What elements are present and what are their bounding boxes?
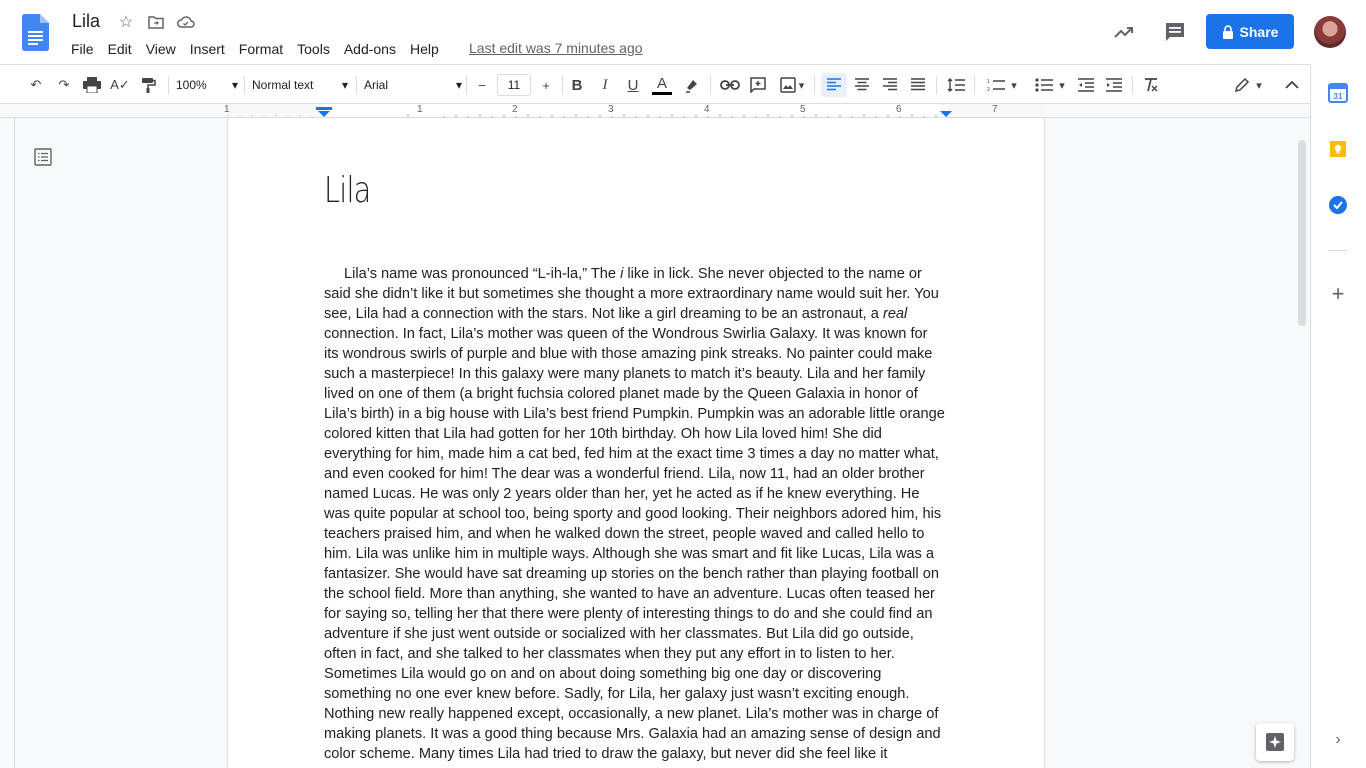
menu-format[interactable]: Format — [238, 41, 284, 57]
body-text-segment: like in lick. She never objected to the name or said she didn’t like it but sometimes she thought a more extraordinary name would suit her. You see, Lila had a connection with the stars. Not like a girl dreaming to be an astronaut, a — [324, 266, 939, 322]
chevron-down-icon: ▾ — [798, 79, 805, 92]
numbered-list-icon[interactable] — [982, 73, 1022, 97]
italic-icon[interactable]: I — [602, 76, 608, 93]
explore-icon — [1265, 732, 1285, 752]
print-icon[interactable] — [80, 73, 104, 97]
star-icon[interactable]: ☆ — [118, 14, 134, 31]
redo-icon[interactable]: ↷ — [58, 77, 70, 92]
insert-link-icon[interactable] — [718, 73, 742, 97]
top-bar — [0, 0, 1366, 64]
explore-button[interactable] — [1256, 723, 1294, 761]
ruler-tick-label: 3 — [608, 104, 614, 115]
comments-icon[interactable] — [1163, 20, 1187, 49]
collapse-toolbar-icon[interactable] — [1280, 73, 1304, 97]
outline-pane-divider — [14, 118, 15, 768]
document-page[interactable] — [228, 118, 1044, 768]
share-button[interactable] — [1206, 14, 1294, 49]
menu-insert[interactable]: Insert — [189, 41, 225, 57]
document-body-paragraph — [324, 264, 946, 764]
paint-format-icon[interactable] — [136, 73, 160, 97]
svg-text:31: 31 — [1333, 92, 1343, 101]
decrease-indent-icon[interactable] — [1074, 73, 1098, 97]
body-text-segment: Lila’s name was pronounced “L-ih-la,” The — [344, 266, 621, 282]
add-addon-icon[interactable]: + — [1331, 281, 1345, 306]
body-italic-real: real — [882, 306, 908, 322]
menu-bar — [64, 39, 446, 59]
body-text-segment: connection. In fact, Lila’s mother was queen of the Wondrous Swirlia Galaxy. It was known for its wondrous swirls of purple and blue with those amazing pink streaks. No painter could make such a masterpiece! In this galaxy were many planets to match it’s beauty. Lila and her family lived on one of them (a bright fuchsia colored planet made by the Queen Galaxia in honor of Lila’s birth) in a big house with Lila’s best friend Pumpkin. Pumpkin was an adorable little orange colored kitten that Lila had gotten for her 10th birthday. Oh how Lila loved him! She did everything for him, made him a cat bed, fed him at the exact time 3 times a day no matter what, and even cooked for him! The dear was a wonderful friend. Lila, now 11, had an older brother named Lucas. He was only 2 years older than her, yet he acted as if he knew everything. He was quite popular at school too, being sporty and good looking. Their neighbors adored him, his teachers praised him, and when he walked down the street, people waved and called hello to him. Lila was unlike him in multiple ways. Although she was smart and fit like Lucas, Lila was a fantasizer. She would have sat dreaming up stories on the bench rather than playing football on the school field. More than anything, she wanted to have an adventure. Lucas often teased her for saying so, telling her that there were plenty of interesting things to do and she could find an adventure if she just went outside or socialized with her classmates. But Lila did go outside, often in fact, and she talked to her classmates when they put any effort in to listen to her. Sometimes Lila would go on and on about doing something big one day or discovering something no one ever knew before. Sadly, for Lila, her galaxy just wasn’t exciting enough. Nothing new really happened except, occasionally, a new planet. Lila’s mother was in charge of making planets. It was a good thing because Mrs. Galaxia had an amazing sense of design and color scheme. Many times Lila had tried to draw the galaxy, but never did she feel like it — [324, 326, 945, 762]
menu-add-ons[interactable]: Add-ons — [343, 41, 396, 57]
ruler-tick-label: 1 — [417, 104, 423, 115]
document-heading: Lila — [324, 170, 371, 211]
menu-view[interactable]: View — [145, 41, 176, 57]
lock-icon — [1222, 25, 1234, 39]
cloud-status-icon[interactable] — [176, 12, 196, 32]
increase-indent-icon[interactable] — [1102, 73, 1126, 97]
account-avatar[interactable] — [1314, 16, 1346, 48]
clear-formatting-icon[interactable] — [1139, 73, 1163, 97]
highlight-color-icon[interactable] — [680, 73, 704, 97]
rail-divider — [1328, 250, 1348, 251]
decrease-font-size-icon[interactable]: − — [478, 77, 486, 93]
chevron-down-icon: ▾ — [341, 78, 348, 92]
move-folder-icon[interactable] — [146, 12, 166, 32]
side-panel-rail — [1310, 64, 1366, 768]
docs-logo-icon[interactable] — [22, 14, 49, 51]
calendar-icon[interactable] — [1328, 83, 1348, 103]
body-italic-i: i — [620, 266, 624, 282]
line-spacing-icon[interactable] — [944, 73, 968, 97]
menu-file[interactable]: File — [71, 41, 94, 57]
text-color-icon[interactable]: A — [650, 73, 674, 97]
add-comment-icon[interactable] — [746, 73, 770, 97]
activity-trend-icon[interactable] — [1112, 20, 1136, 49]
chevron-right-icon[interactable]: › — [1335, 731, 1341, 748]
justify-icon[interactable] — [906, 73, 930, 97]
style-value: Normal text — [252, 78, 314, 92]
ruler-tick-label: 1 — [224, 104, 230, 115]
ruler-page-area — [224, 104, 1044, 118]
keep-icon[interactable] — [1328, 139, 1348, 159]
horizontal-ruler[interactable] — [0, 104, 1310, 118]
chevron-down-icon: ▾ — [1256, 79, 1262, 92]
menu-tools[interactable]: Tools — [297, 41, 330, 57]
ruler-tick-label: 5 — [800, 104, 806, 115]
menu-edit[interactable]: Edit — [107, 41, 132, 57]
bulleted-list-icon[interactable] — [1030, 73, 1070, 97]
align-right-icon[interactable] — [878, 73, 902, 97]
undo-icon[interactable]: ↶ — [30, 77, 42, 92]
ruler-tick-label: 4 — [704, 104, 710, 115]
svg-text:2: 2 — [987, 87, 991, 92]
paragraph-style-select[interactable] — [252, 73, 348, 97]
insert-image-icon[interactable] — [774, 73, 810, 97]
vertical-scrollbar-thumb[interactable] — [1298, 140, 1306, 326]
menu-help[interactable]: Help — [409, 41, 439, 57]
align-left-icon[interactable] — [821, 73, 847, 97]
ruler-tick-label: 2 — [512, 104, 518, 115]
chevron-down-icon: ▾ — [1059, 79, 1065, 92]
last-edit-link[interactable]: Last edit was 7 minutes ago — [469, 40, 643, 56]
zoom-value: 100% — [176, 78, 207, 92]
align-center-icon[interactable] — [850, 73, 874, 97]
font-size-input[interactable]: 11 — [497, 74, 531, 96]
ruler-tick-label: 6 — [896, 104, 902, 115]
increase-font-size-icon[interactable]: + — [542, 77, 550, 93]
svg-text:1: 1 — [987, 79, 991, 85]
chevron-down-icon: ▾ — [455, 78, 462, 92]
formatting-toolbar — [0, 64, 1310, 104]
spellcheck-icon[interactable]: A✓ — [110, 77, 130, 92]
zoom-select[interactable] — [176, 73, 238, 97]
document-outline-icon[interactable] — [34, 148, 52, 171]
chevron-down-icon: ▾ — [1011, 79, 1017, 92]
chevron-down-icon: ▾ — [231, 78, 238, 92]
font-select[interactable] — [364, 73, 462, 97]
tasks-icon[interactable] — [1328, 195, 1348, 215]
document-title[interactable]: Lila — [72, 11, 101, 31]
ruler-tick-label: 7 — [992, 104, 998, 115]
underline-icon[interactable]: U — [627, 76, 639, 94]
share-label: Share — [1239, 23, 1279, 40]
font-value: Arial — [364, 78, 389, 92]
editing-mode-icon[interactable] — [1228, 73, 1268, 97]
bold-icon[interactable]: B — [571, 76, 583, 94]
